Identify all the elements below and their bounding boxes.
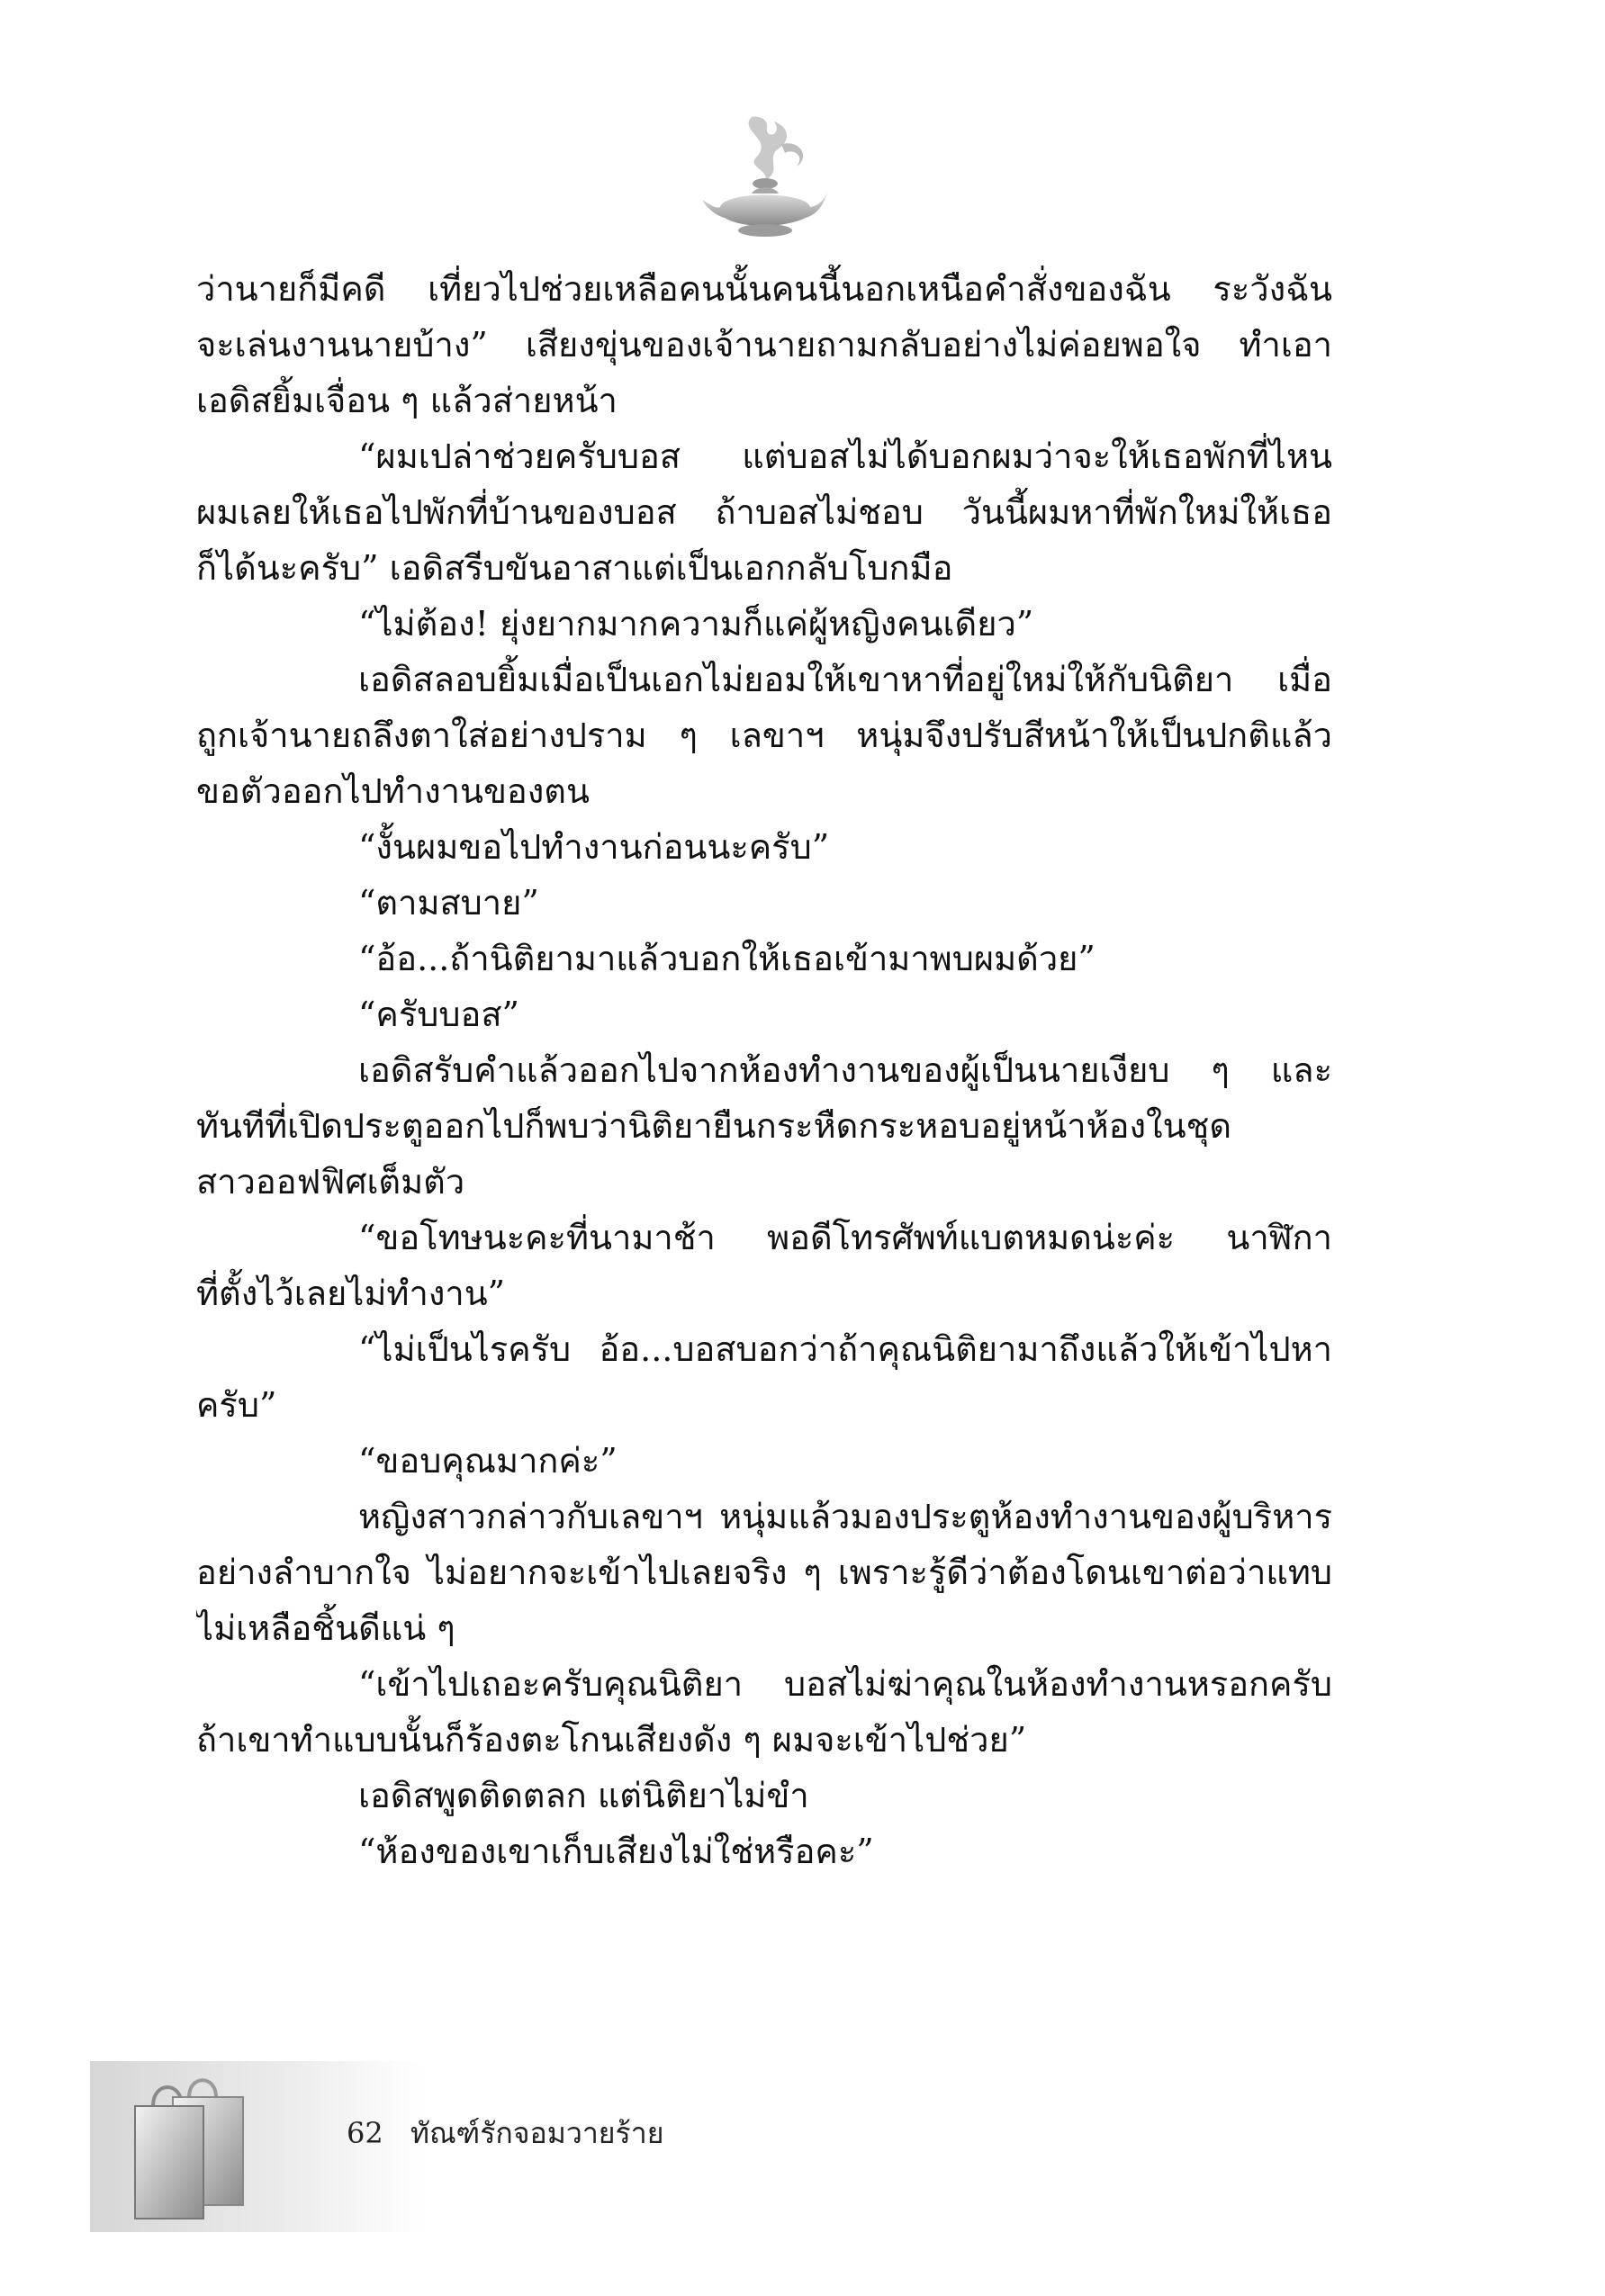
text-line: “เข้าไปเถอะครับคุณนิติยา บอสไม่ฆ่าคุณในห้องทำงานหรอกครับ xyxy=(358,1664,1332,1704)
text-line: สาวออฟฟิศเต็มตัว xyxy=(196,1162,465,1202)
text-line: ถูกเจ้านายถลึงตาใส่อย่างปราม ๆ เลขาฯ หนุ่มจึงปรับสีหน้าให้เป็นปกติแล้ว xyxy=(196,716,1332,755)
text-line: จะเล่นงานนายบ้าง” เสียงขุ่นของเจ้านายถามกลับอย่างไม่ค่อยพอใจ ทำเอา xyxy=(196,325,1332,365)
text-line: ที่ตั้งไว้เลยไม่ทำงาน” xyxy=(196,1274,506,1313)
text-line: “อ้อ...ถ้านิติยามาแล้วบอกให้เธอเข้ามาพบผมด้วย” xyxy=(358,939,1096,978)
text-line: ขอตัวออกไปทำงานของตน xyxy=(196,771,590,811)
page-footer xyxy=(347,2115,663,2151)
text-line: ถ้าเขาทำแบบนั้นก็ร้องตะโกนเสียงดัง ๆ ผมจะเข้าไปช่วย” xyxy=(196,1720,1027,1760)
text-line: ไม่เหลือชิ้นดีแน่ ๆ xyxy=(196,1608,455,1648)
page-number: 62 xyxy=(347,2116,383,2150)
book-title: ทัณฑ์รักจอมวายร้าย xyxy=(410,2116,664,2150)
text-line: “ตามสบาย” xyxy=(358,883,539,923)
text-line: ก็ได้นะครับ” เอดิสรีบขันอาสาแต่เป็นเอกกลับโบกมือ xyxy=(196,548,953,588)
text-line: “ขอบคุณมากค่ะ” xyxy=(358,1441,618,1481)
text-line: เอดิสรับคำแล้วออกไปจากห้องทำงานของผู้เป็นนายเงียบ ๆ และ xyxy=(358,1050,1332,1090)
text-line: “ขอโทษนะคะที่นามาช้า พอดีโทรศัพท์แบตหมดน่ะค่ะ นาฬิกา xyxy=(358,1218,1332,1257)
text-line: “ครับบอส” xyxy=(358,995,519,1034)
text-line: “ห้องของเขาเก็บเสียงไม่ใช่หรือคะ” xyxy=(358,1832,874,1871)
text-line: ทันทีที่เปิดประตูออกไปก็พบว่านิติยายืนกระหืดกระหอบอยู่หน้าห้องในชุด xyxy=(196,1106,1232,1146)
text-line: เอดิสพูดติดตลก แต่นิติยาไม่ขำ xyxy=(358,1776,809,1815)
body-text xyxy=(196,261,1332,1879)
text-line: เอดิสลอบยิ้มเมื่อเป็นเอกไม่ยอมให้เขาหาที่อยู่ใหม่ให้กับนิติยา เมื่อ xyxy=(358,660,1332,699)
text-line: หญิงสาวกล่าวกับเลขาฯ หนุ่มแล้วมองประตูห้องทำงานของผู้บริหาร xyxy=(358,1497,1332,1536)
text-line: “ไม่เป็นไรครับ อ้อ...บอสบอกว่าถ้าคุณนิติยามาถึงแล้วให้เข้าไปหา xyxy=(358,1329,1332,1369)
text-line: ว่านายก็มีคดี เที่ยวไปช่วยเหลือคนนั้นคนนี้นอกเหนือคำสั่งของฉัน ระวังฉัน xyxy=(196,269,1332,309)
text-line: เอดิสยิ้มเจื่อน ๆ แล้วส่ายหน้า xyxy=(196,381,618,420)
text-line: “ผมเปล่าช่วยครับบอส แต่บอสไม่ได้บอกผมว่าจะให้เธอพักที่ไหน xyxy=(358,437,1332,476)
text-line: ครับ” xyxy=(196,1385,277,1425)
genie-lamp-icon xyxy=(702,108,828,243)
text-line: “งั้นผมขอไปทำงานก่อนนะครับ” xyxy=(358,827,830,867)
text-line: อย่างลำบากใจ ไม่อยากจะเข้าไปเลยจริง ๆ เพราะรู้ดีว่าต้องโดนเขาต่อว่าแทบ xyxy=(196,1553,1332,1592)
text-line: “ไม่ต้อง! ยุ่งยากมากความก็แค่ผู้หญิงคนเดียว” xyxy=(358,604,1034,644)
text-line: ผมเลยให้เธอไปพักที่บ้านของบอส ถ้าบอสไม่ชอบ วันนี้ผมหาที่พักใหม่ให้เธอ xyxy=(196,492,1332,532)
